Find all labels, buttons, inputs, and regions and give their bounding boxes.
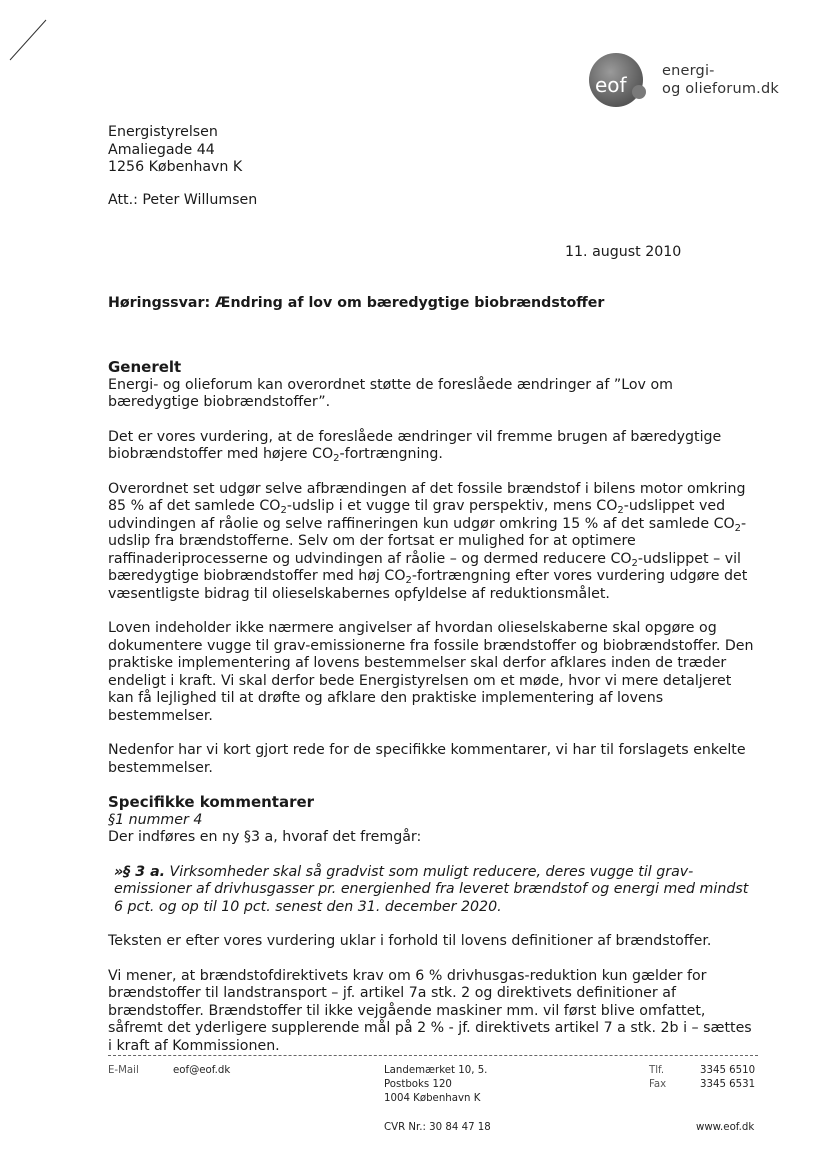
footer-address: Landemærket 10, 5. Postboks 120 1004 København K	[384, 1065, 488, 1104]
footer-tel: 3345 6510	[700, 1065, 756, 1076]
heading-specific: Specifikke kommentarer	[108, 793, 315, 811]
law-quote: »§ 3 a. Virksomheder skal så gradvist som muligt reducere, deres vugge til grav-emissioner af drivhusgasser pr. energienhed fra leveret brændstof og energi med mindst 6 pct. og op til 10 pct. senest den 31. december 2020.	[114, 863, 749, 915]
pen-stroke-mark	[8, 18, 48, 64]
logo-wordmark	[662, 62, 779, 98]
logo-line-1: energi-	[662, 63, 715, 79]
recipient-address	[108, 124, 242, 177]
letter-body	[108, 359, 758, 1072]
paragraph-5: Nedenfor har vi kort gjort rede for de specifikke kommentarer, vi har til forslagets enkelte bestemmelser.	[108, 742, 746, 776]
quote-intro: Der indføres en ny §3 a, hvoraf det fremgår:	[108, 829, 422, 845]
recipient-line-2: Amaliegade 44	[108, 141, 215, 158]
footer-divider	[108, 1055, 758, 1056]
footer-cvr: CVR Nr.: 30 84 47 18	[384, 1122, 491, 1133]
logo-line-2: og olieforum.dk	[662, 81, 779, 97]
paragraph-7: Vi mener, at brændstofdirektivets krav om 6 % drivhusgas-reduktion kun gælder for brændstoffer til landstransport – jf. artikel 7a stk. 2 og direktivets definitioner af brændstoffer. Brændstoffer til ikke vejgående maskiner mm. vil først blive omfattet, såfremt det yderligere supplerende mål på 2 % - jf. direktivets artikel 7 a stk. 2b i – sættes i kraft af Kommissionen.	[108, 967, 752, 1054]
footer-website[interactable]: www.eof.dk	[696, 1122, 755, 1133]
paragraph-1: Energi- og olieforum kan overordnet støtte de foreslåede ændringer af ”Lov om bæredygtige biobrændstoffer”.	[108, 376, 673, 410]
paragraph-2: Det er vores vurdering, at de foreslåede ændringer vil fremme brugen af bæredygtige biobrændstoffer med højere $CO_2$-fortrængning.	[108, 428, 722, 464]
logo-mark-text: eof	[595, 73, 627, 97]
letter-subject: Høringssvar: Ændring af lov om bæredygtige biobrændstoffer	[108, 295, 605, 311]
footer-email[interactable]: eof@eof.dk	[173, 1065, 231, 1076]
heading-general: Generelt	[108, 358, 182, 376]
letter-date: 11. august 2010	[565, 244, 682, 260]
footer-phone-numbers	[700, 1064, 755, 1092]
recipient-line-3: 1256 København K	[108, 159, 243, 175]
paragraph-3: Overordnet set udgør selve afbrændingen af det fossile brændstof i bilens motor omkring 85 % af det samlede $CO_2$-udslip i et vugge til grav perspektiv, mens $CO_2$-udslippet ved udvindingen af råolie og selve raffineringen kun udgør omkring 15 % af det samlede $CO_2$-udslip fra brændstofferne. Selv om der fortsat er mulighed for at optimere raffinaderiprocesserne og udvindingen af råolie – og dermed reducere $CO_2$-udslippet – vil bæredygtige biobrændstoffer med høj $CO_2$-fortrængning efter vores vurdering udgøre det væsentligste bidrag til olieselskabernes opfyldelse af reduktionsmålet.	[108, 480, 748, 602]
paragraph-6: Teksten er efter vores vurdering uklar i forhold til lovens definitioner af brændstoffer.	[108, 933, 712, 949]
paragraph-4: Loven indeholder ikke nærmere angivelser af hvordan olieselskaberne skal opgøre og dokumentere vugge til grav-emissionerne fra fossile brændstoffer og biobrændstoffer. Den praktiske implementering af lovens bestemmelser skal derfor afklares inden de træder endeligt i kraft. Vi skal derfor bede Energistyrelsen om et møde, hvor vi mere detaljeret kan få lejlighed til at drøfte og afklare den praktiske implementering af lovens bestemmelser.	[108, 620, 754, 724]
attention-line: Att.: Peter Willumsen	[108, 192, 258, 208]
section-reference: §1 nummer 4	[108, 811, 203, 828]
footer-phone-labels: Tlf. Fax	[649, 1065, 667, 1090]
recipient-line-1: Energistyrelsen	[108, 124, 218, 140]
footer-fax: 3345 6531	[700, 1079, 756, 1090]
footer-email-label: E-Mail	[108, 1065, 139, 1076]
